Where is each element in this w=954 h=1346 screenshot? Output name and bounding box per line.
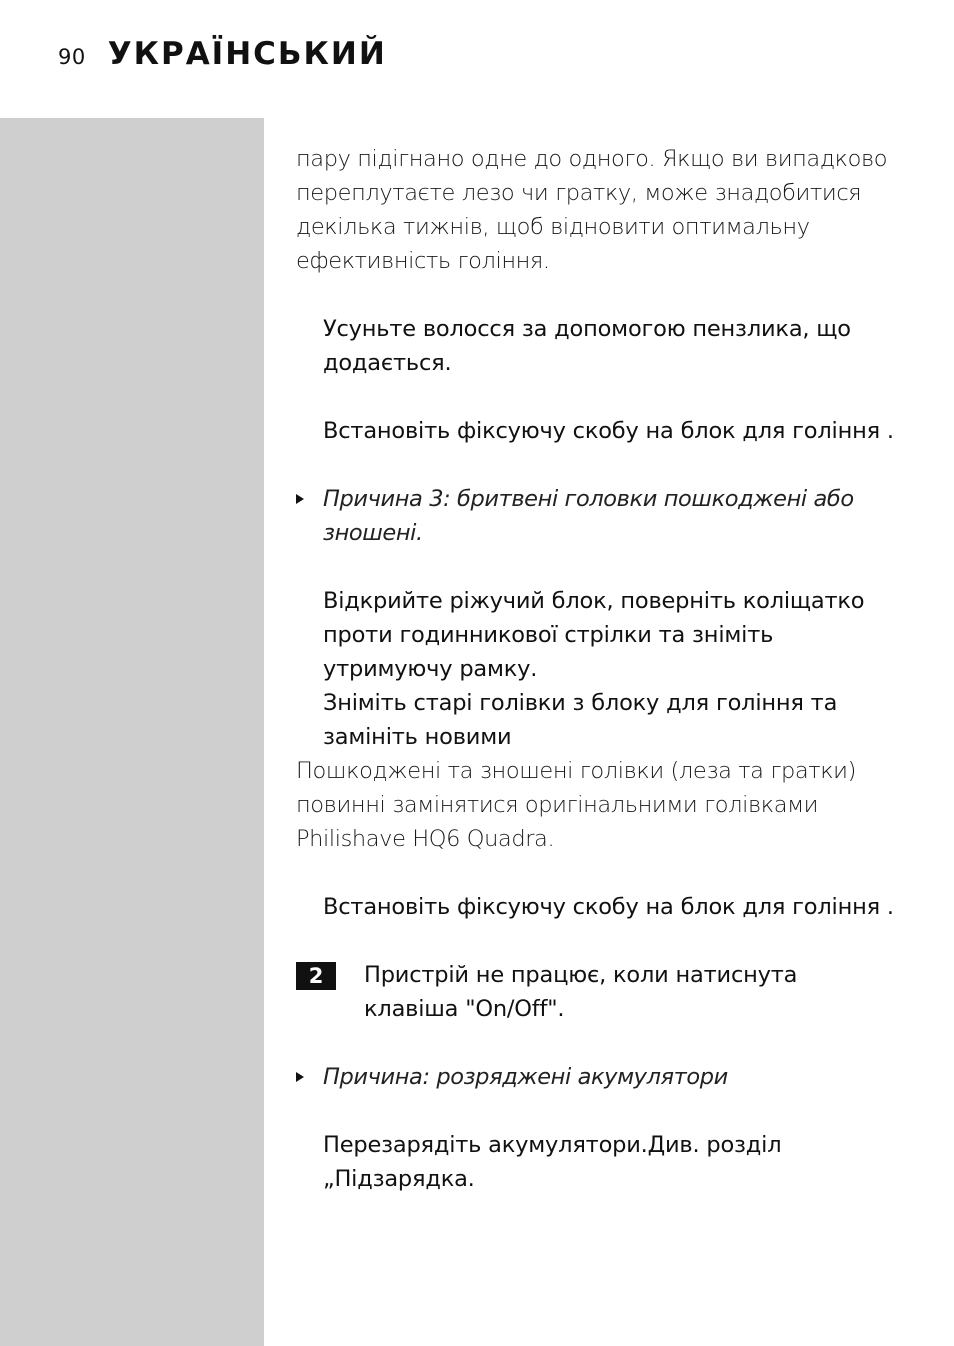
step-open-unit: Відкрийте ріжучий блок, поверніть коліщатко проти годинникової стрілки та зніміть утримуючу рамку. [323, 588, 865, 682]
cause-3-text: Причина 3: бритвені головки пошкоджені або зношені. [323, 486, 854, 546]
cause-batteries-text: Причина: розряджені акумулятори [323, 1064, 728, 1090]
section-title: УКРАЇНСЬКИЙ [107, 36, 387, 72]
page-number: 90 [58, 45, 86, 69]
main-content [296, 142, 896, 1196]
step-recharge: Перезарядіть акумулятори.Див. розділ „Підзарядка. [323, 1132, 782, 1192]
cause-3 [323, 482, 896, 550]
problem-number-badge: 2 [296, 962, 336, 990]
step-replace-heads: Зніміть старі голівки з блоку для гоління та замініть новими [323, 690, 838, 750]
step-install-bracket: Встановіть фіксуючу скобу на блок для гоління . [323, 418, 894, 444]
replace-note: Пошкоджені та зношені голівки (леза та гратки) повинні замінятися оригінальними голівками Philishave HQ6 Quadra. [296, 758, 856, 852]
bullet-triangle-icon [296, 494, 304, 504]
cause-batteries [323, 1060, 896, 1094]
left-gray-margin [0, 118, 264, 1346]
step-install-bracket-2: Встановіть фіксуючу скобу на блок для гоління . [323, 894, 894, 920]
problem-2 [296, 958, 896, 1026]
bullet-triangle-icon [296, 1072, 304, 1082]
intro-paragraph: пару підігнано одне до одного. Якщо ви випадково переплутаєте лезо чи гратку, може знадобитися декілька тижнів, щоб відновити оптимальну ефективність гоління. [296, 146, 888, 274]
page-header [58, 36, 387, 80]
step-remove-hair: Усуньте волосся за допомогою пензлика, що додається. [323, 316, 851, 376]
problem-2-text: Пристрій не працює, коли натиснута клавіша "On/Off". [364, 962, 798, 1022]
